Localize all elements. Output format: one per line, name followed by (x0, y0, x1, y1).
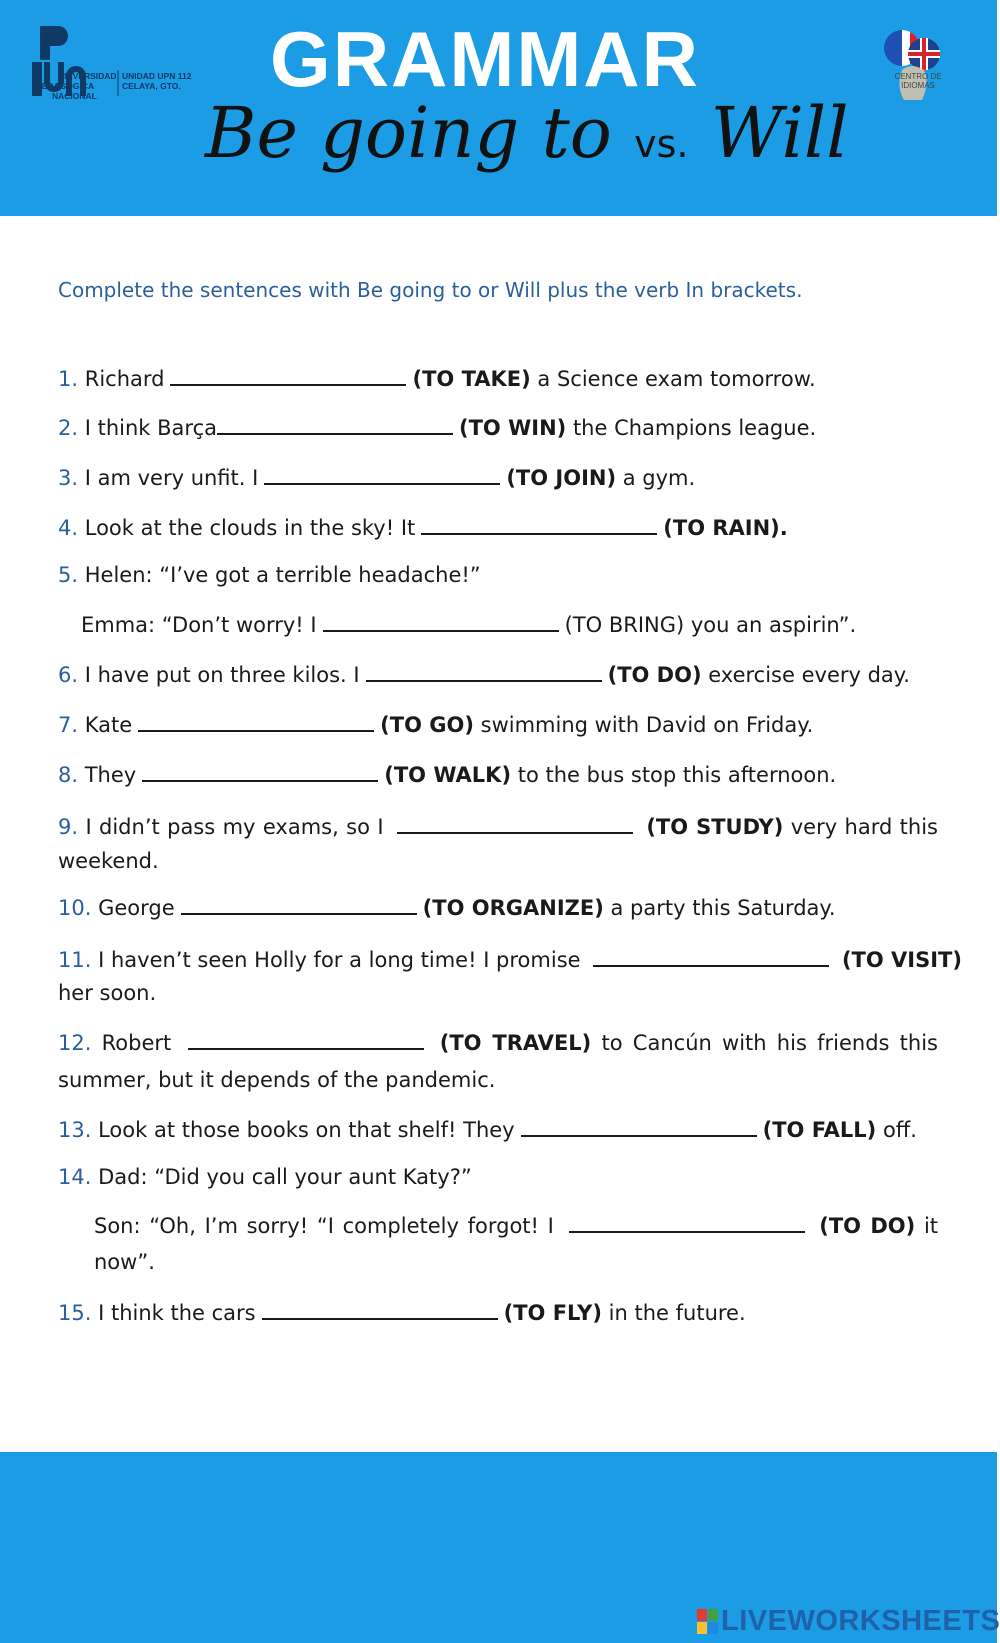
page-title: GRAMMAR (270, 15, 700, 103)
sentence-end: it (923, 1214, 939, 1238)
exercise-10 (58, 893, 836, 923)
subtitle-vs: vs. (634, 122, 689, 166)
exercise-number: 6. (58, 663, 79, 687)
sentence-end: very hard this (790, 815, 938, 839)
sentence-start: I didn’t pass my exams, so I (85, 815, 384, 839)
exercise-number: 12. (58, 1031, 92, 1055)
exercise-4 (58, 513, 788, 543)
sentence-start: I think the cars (98, 1301, 256, 1325)
liveworksheets-logo[interactable] (697, 1605, 1000, 1637)
verb-hint: (TO VISIT) (841, 948, 962, 972)
sentence-end: a gym. (622, 466, 696, 490)
sentence-end: a Science exam tomorrow. (537, 367, 816, 391)
answer-blank[interactable] (593, 947, 829, 967)
instructions: Complete the sentences with Be going to or Will plus the verb In brackets. (58, 278, 803, 302)
verb-hint: (TO JOIN) (506, 466, 617, 490)
exercise-number: 5. (58, 563, 79, 587)
exercise-number: 13. (58, 1118, 92, 1142)
answer-blank[interactable] (217, 415, 453, 435)
answer-blank[interactable] (366, 662, 602, 682)
exercise-11-wrap: her soon. (58, 981, 157, 1005)
answer-blank[interactable] (181, 895, 417, 915)
upn-name-line3: NACIONAL (52, 91, 97, 101)
sentence-end: in the future. (608, 1301, 746, 1325)
verb-hint: (TO ORGANIZE) (422, 896, 604, 920)
exercise-9-wrap: weekend. (58, 849, 159, 873)
exercise-number: 4. (58, 516, 79, 540)
answer-blank[interactable] (262, 1300, 498, 1320)
exercise-14 (58, 1162, 472, 1192)
sentence-start: Richard (84, 367, 165, 391)
verb-hint: (TO STUDY) (646, 815, 784, 839)
subtitle-will: Will (710, 92, 849, 174)
answer-blank[interactable] (521, 1117, 757, 1137)
sentence-end: a party this Saturday. (610, 896, 836, 920)
answer-blank[interactable] (421, 515, 657, 535)
exercise-5 (58, 560, 481, 590)
upn-unit-line1: UNIDAD UPN 112 (122, 71, 192, 81)
exercise-12-wrap: summer, but it depends of the pandemic. (58, 1068, 496, 1092)
sentence-start: Dad: “Did you call your aunt Katy?” (98, 1165, 472, 1189)
upn-name-line1: UNIVERSIDAD (58, 71, 117, 81)
answer-blank[interactable] (170, 366, 406, 386)
answer-blank[interactable] (264, 465, 500, 485)
sentence-end: you an aspirin”. (690, 613, 857, 637)
sentence-start: Emma: “Don’t worry! I (81, 613, 317, 637)
sentence-start: Son: “Oh, I’m sorry! “I completely forgot! I (94, 1214, 554, 1238)
exercise-number: 1. (58, 367, 79, 391)
sentence-start: They (84, 763, 137, 787)
exercise-11 (58, 943, 962, 977)
exercise-12 (58, 1026, 938, 1060)
exercise-3 (58, 463, 695, 493)
sentence-end: the Champions league. (572, 416, 817, 440)
sentence-start: I am very unfit. I (84, 466, 259, 490)
exercise-number: 11. (58, 948, 92, 972)
verb-hint: (TO FALL) (762, 1118, 877, 1142)
answer-blank[interactable] (323, 612, 559, 632)
exercise-number: 15. (58, 1301, 92, 1325)
centro-idiomas-logo (882, 20, 956, 106)
flags-icon (882, 20, 956, 106)
exercise-number: 10. (58, 896, 92, 920)
exercise-13 (58, 1115, 917, 1145)
exercise-9 (58, 810, 938, 844)
verb-hint: (TO RAIN). (663, 516, 788, 540)
answer-blank[interactable] (188, 1030, 424, 1050)
sentence-start: Look at those books on that shelf! They (98, 1118, 515, 1142)
exercise-number: 3. (58, 466, 79, 490)
verb-hint: (TO DO) (607, 663, 702, 687)
liveworksheets-icon (697, 1609, 719, 1635)
sentence-start: I have put on three kilos. I (84, 663, 360, 687)
exercise-number: 7. (58, 713, 79, 737)
answer-blank[interactable] (397, 814, 633, 834)
exercise-15 (58, 1298, 746, 1328)
exercise-number: 2. (58, 416, 79, 440)
verb-hint: (TO TRAVEL) (439, 1031, 592, 1055)
sentence-start: I think Barça (84, 416, 217, 440)
exercise-14-wrap: now”. (94, 1250, 155, 1274)
sentence-end: to the bus stop this afternoon. (517, 763, 837, 787)
verb-hint: (TO DO) (819, 1214, 916, 1238)
exercise-number: 8. (58, 763, 79, 787)
exercise-7 (58, 710, 813, 740)
exercise-number: 14. (58, 1165, 92, 1189)
sentence-start: Kate (84, 713, 133, 737)
verb-hint: (TO TAKE) (412, 367, 531, 391)
centro-idiomas-text (886, 72, 950, 90)
sentence-start: Look at the clouds in the sky! It (84, 516, 416, 540)
upn-unit-line2: CELAYA, GTO. (122, 81, 181, 91)
exercise-2 (58, 413, 816, 443)
sentence-start: Robert (101, 1031, 172, 1055)
sentence-start: Helen: “I’ve got a terrible headache!” (84, 563, 481, 587)
exercise-number: 9. (58, 815, 79, 839)
exercise-8 (58, 760, 836, 790)
verb-hint: (TO WIN) (459, 416, 567, 440)
ci-line2: IDIOMAS (901, 81, 935, 90)
verb-hint: (TO BRING) (564, 613, 685, 637)
verb-hint: (TO WALK) (384, 763, 512, 787)
sentence-end: exercise every day. (708, 663, 910, 687)
exercise-6 (58, 660, 910, 690)
answer-blank[interactable] (138, 712, 374, 732)
exercise-1 (58, 364, 816, 394)
exercise-14-continuation (94, 1209, 938, 1243)
verb-hint: (TO FLY) (503, 1301, 602, 1325)
verb-hint: (TO GO) (380, 713, 474, 737)
subtitle-be-going-to: Be going to (205, 92, 612, 174)
sentence-end: off. (882, 1118, 917, 1142)
sentence-start: George (98, 896, 175, 920)
answer-blank[interactable] (569, 1213, 805, 1233)
page-subtitle (205, 88, 849, 189)
upn-name-line2: PEDAGÓGICA (36, 81, 95, 91)
answer-blank[interactable] (142, 762, 378, 782)
sentence-start: I haven’t seen Holly for a long time! I promise (98, 948, 581, 972)
sentence-end: swimming with David on Friday. (480, 713, 814, 737)
liveworksheets-brand: LIVEWORKSHEETS (721, 1605, 1000, 1637)
sentence-end: to Cancún with his friends this (601, 1031, 939, 1055)
exercise-5-continuation (81, 610, 856, 640)
ci-line1: CENTRO DE (894, 72, 942, 81)
